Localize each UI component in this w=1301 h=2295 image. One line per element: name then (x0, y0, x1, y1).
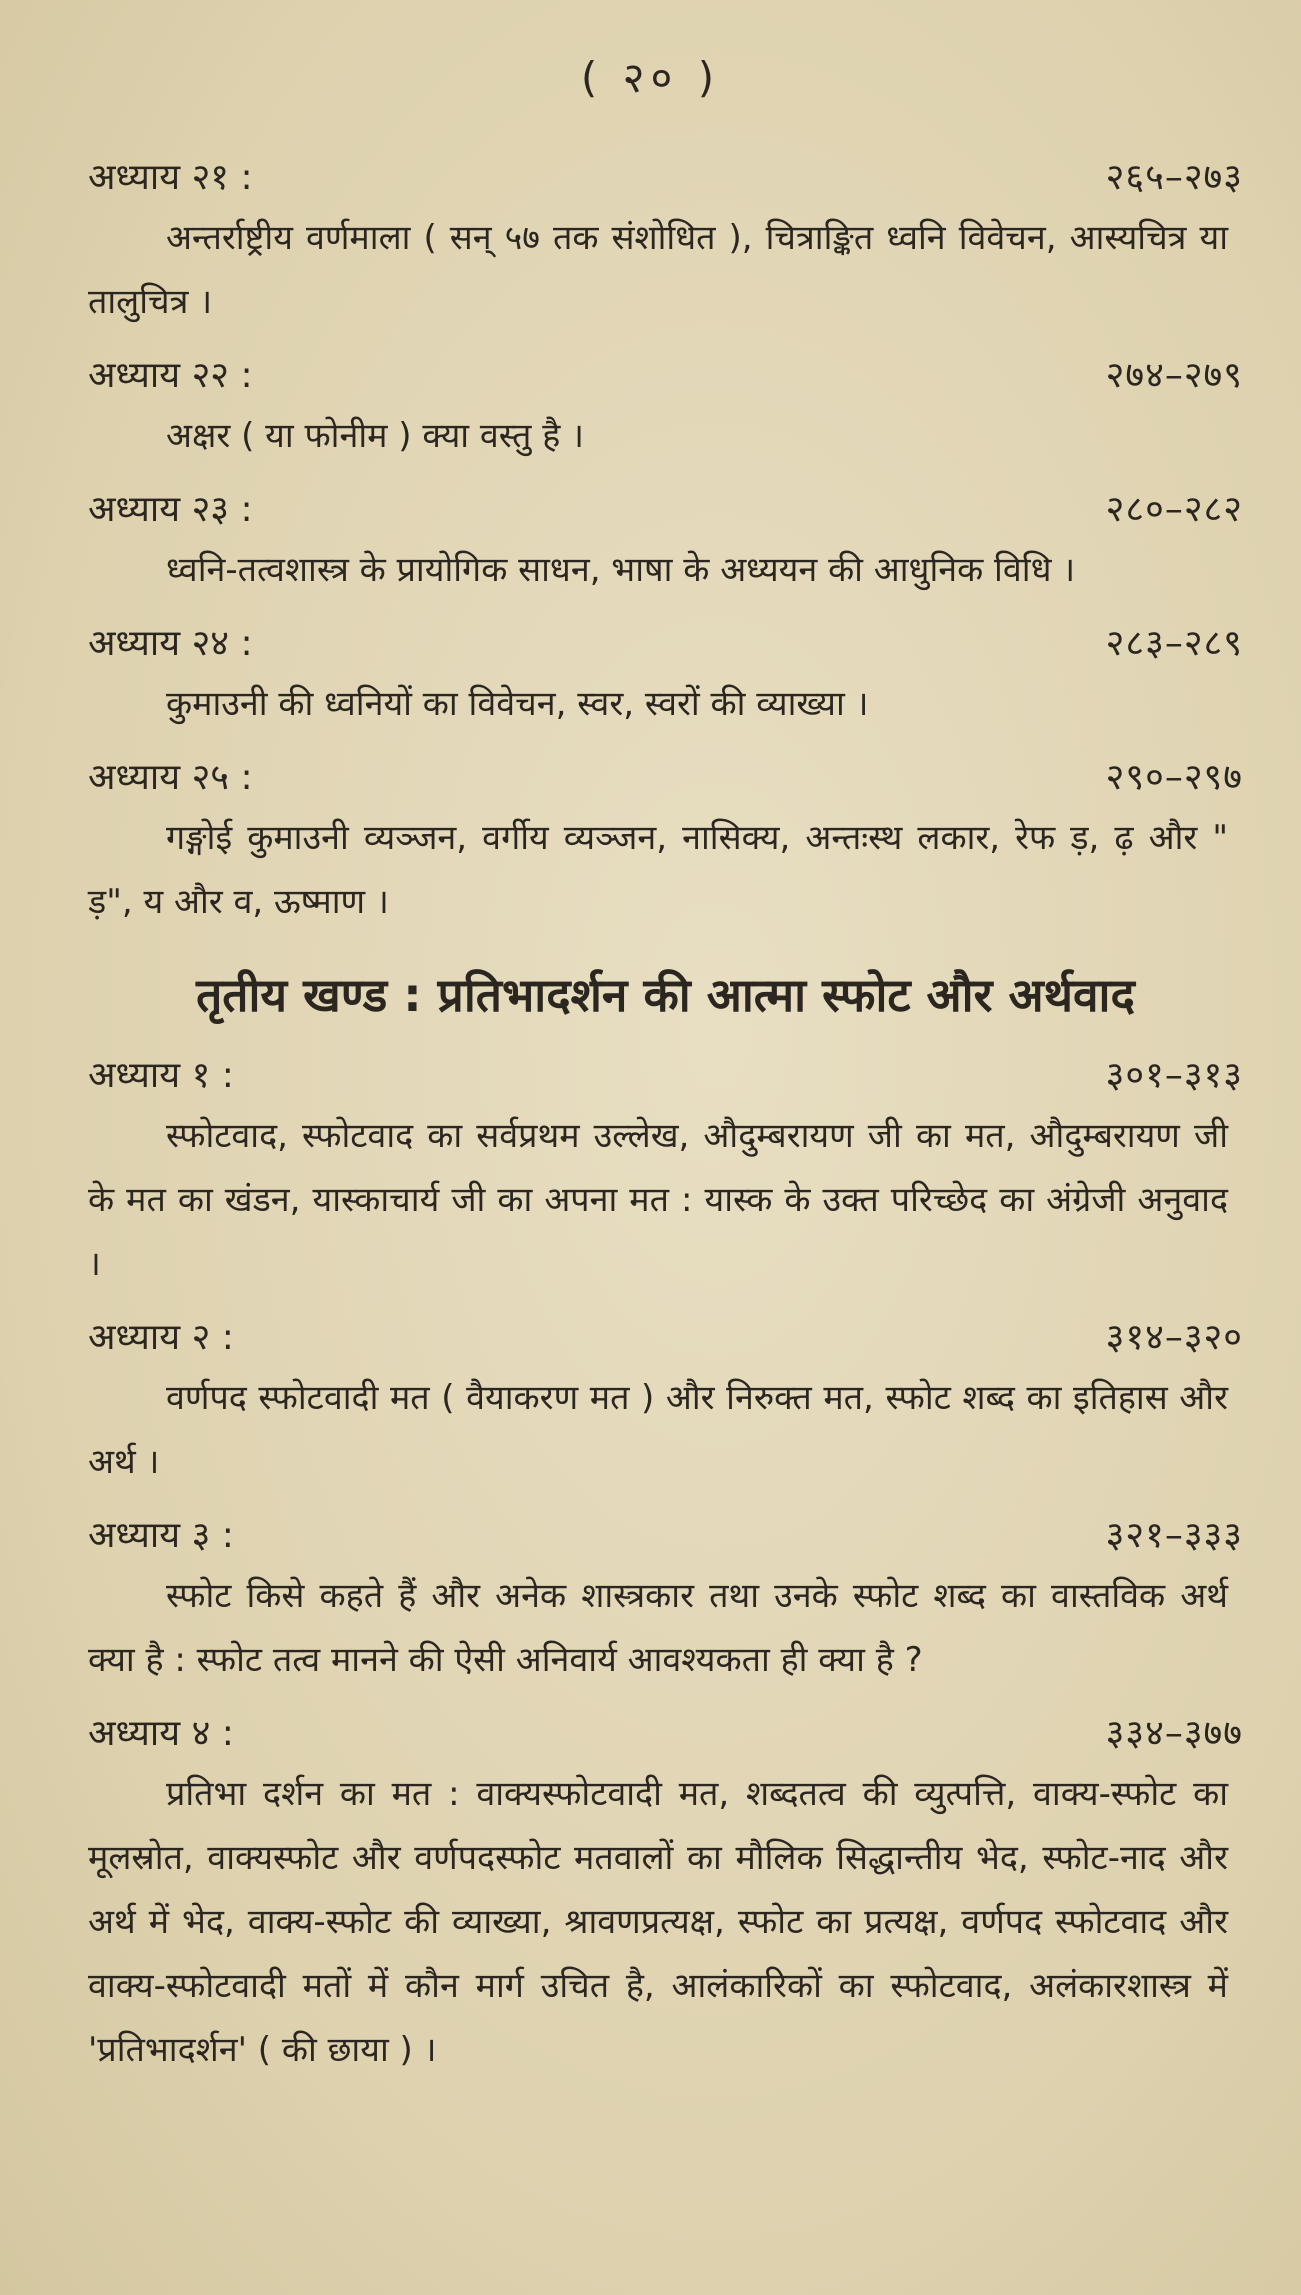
chapter-header (88, 482, 1243, 538)
chapter-header (88, 750, 1243, 806)
chapter-entry (88, 750, 1243, 934)
chapter-page-range: २९०–२९७ (1105, 757, 1243, 798)
chapter-header (88, 1508, 1243, 1564)
chapter-page-range: ३३४–३७७ (1105, 1713, 1243, 1754)
page-number: ( २० ) (580, 53, 721, 102)
chapter-description: स्फोटवाद, स्फोटवाद का सर्वप्रथम उल्लेख, औदुम्बरायण जी का मत, औदुम्बरायण जी के मत का खंडन, यास्काचार्य जी का अपना मत : यास्क के उक्त परिच्छेद का अंग्रेजी अनुवाद । (88, 1116, 1228, 1284)
chapter-entry (88, 616, 1243, 736)
chapter-entry (88, 1048, 1243, 1296)
chapter-entry (88, 1310, 1243, 1494)
chapter-label: अध्याय २१ : (88, 157, 253, 198)
chapter-entry (88, 150, 1243, 334)
chapter-page-range: २८३–२८९ (1105, 623, 1243, 664)
chapter-entry (88, 1508, 1243, 1692)
chapter-description: अक्षर ( या फोनीम ) क्या वस्तु है । (166, 416, 584, 456)
chapter-page-range: ३१४–३२० (1105, 1317, 1243, 1358)
chapter-page-range: ३२१–३३३ (1105, 1515, 1243, 1556)
chapter-description: कुमाउनी की ध्वनियों का विवेचन, स्वर, स्वरों की व्याख्या । (166, 684, 869, 724)
chapter-header (88, 1706, 1243, 1762)
chapter-label: अध्याय २३ : (88, 489, 253, 530)
chapter-description: गङ्गोई कुमाउनी व्यञ्जन, वर्गीय व्यञ्जन, नासिक्य, अन्तःस्थ लकार, रेफ ड़, ढ़ और " ड़", य और व, ऊष्माण । (88, 818, 1228, 922)
chapter-page-range: २७४–२७९ (1105, 355, 1243, 396)
chapter-entry (88, 1706, 1243, 2082)
chapter-header (88, 1048, 1243, 1104)
chapter-label: अध्याय ३ : (88, 1515, 234, 1556)
table-of-contents (88, 150, 1243, 2096)
chapter-label: अध्याय २२ : (88, 355, 253, 396)
chapter-header (88, 348, 1243, 404)
chapter-description: ध्वनि-तत्वशास्त्र के प्रायोगिक साधन, भाषा के अध्ययन की आधुनिक विधि । (166, 550, 1076, 590)
chapter-label: अध्याय २४ : (88, 623, 253, 664)
chapter-header (88, 616, 1243, 672)
chapter-header (88, 1310, 1243, 1366)
chapter-entry (88, 348, 1243, 468)
chapter-page-range: २६५–२७३ (1105, 157, 1243, 198)
chapter-page-range: २८०–२८२ (1105, 489, 1243, 530)
section-heading: तृतीय खण्ड : प्रतिभादर्शन की आत्मा स्फोट और अर्थवाद (196, 968, 1135, 1022)
chapter-label: अध्याय २ : (88, 1317, 234, 1358)
chapter-description: अन्तर्राष्ट्रीय वर्णमाला ( सन् ५७ तक संशोधित ), चित्राङ्कित ध्वनि विवेचन, आस्यचित्र या तालुचित्र । (88, 218, 1228, 322)
chapter-label: अध्याय ४ : (88, 1713, 234, 1754)
chapter-header (88, 150, 1243, 206)
chapter-page-range: ३०१–३१३ (1105, 1055, 1243, 1096)
chapter-label: अध्याय २५ : (88, 757, 253, 798)
chapter-description: प्रतिभा दर्शन का मत : वाक्यस्फोटवादी मत, शब्दतत्व की व्युत्पत्ति, वाक्य-स्फोट का मूलस्रोत, वाक्यस्फोट और वर्णपदस्फोट मतवालों का मौलिक सिद्धान्तीय भेद, स्फोट-नाद और अर्थ में भेद, वाक्य-स्फोट की व्याख्या, श्रावणप्रत्यक्ष, स्फोट का प्रत्यक्ष, वर्णपद स्फोटवाद और वाक्य-स्फोटवादी मतों में कौन मार्ग उचित है, आलंकारिकों का स्फोटवाद, अलंकारशास्त्र में 'प्रतिभादर्शन' ( की छाया ) । (88, 1774, 1228, 2070)
chapter-entry (88, 482, 1243, 602)
chapter-description: स्फोट किसे कहते हैं और अनेक शास्त्रकार तथा उनके स्फोट शब्द का वास्तविक अर्थ क्या है : स्फोट तत्व मानने की ऐसी अनिवार्य आवश्यकता ही क्या है ? (88, 1576, 1228, 1680)
chapter-description: वर्णपद स्फोटवादी मत ( वैयाकरण मत ) और निरुक्त मत, स्फोट शब्द का इतिहास और अर्थ । (88, 1378, 1228, 1482)
chapter-label: अध्याय १ : (88, 1055, 234, 1096)
